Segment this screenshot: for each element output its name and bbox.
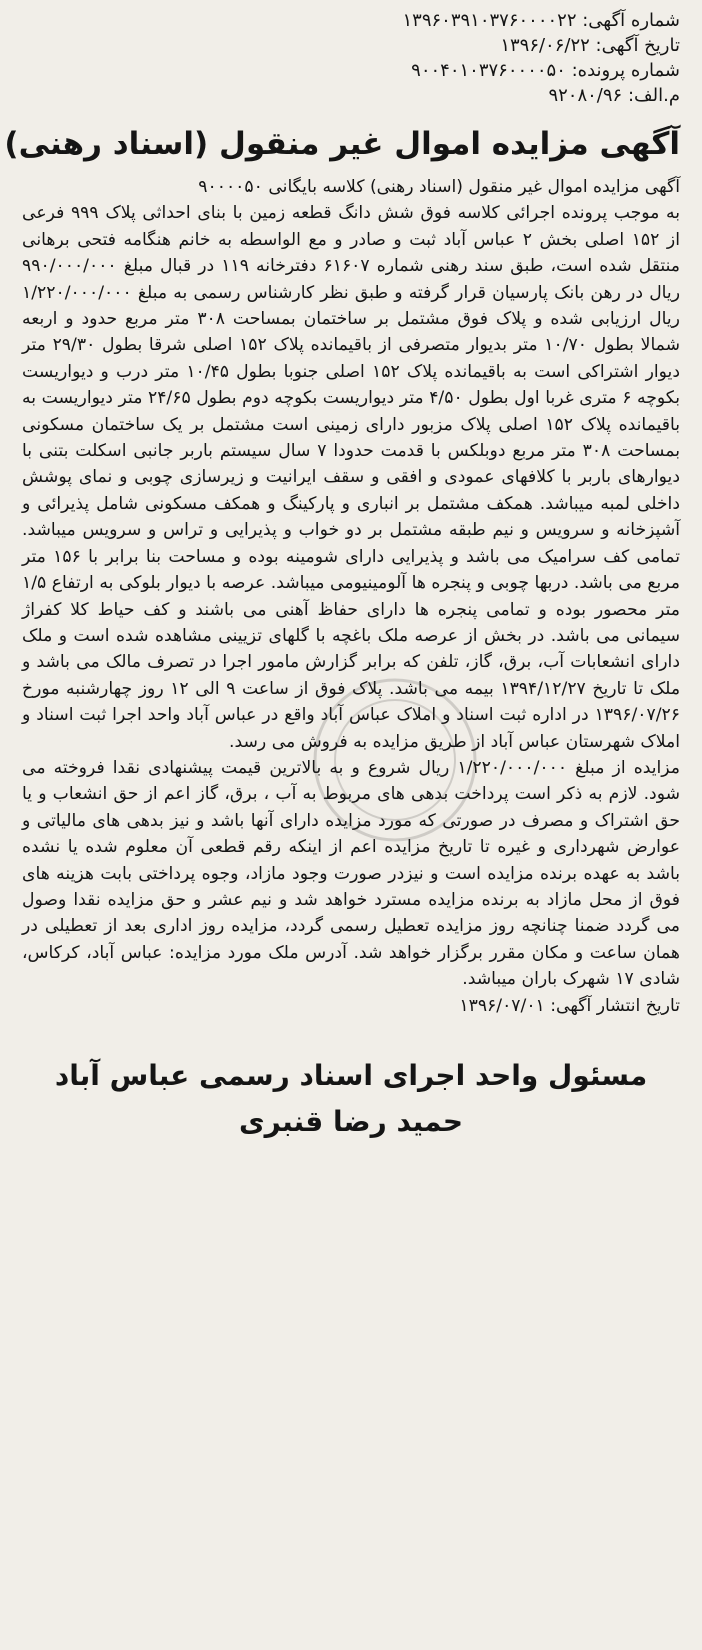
- signature-title: مسئول واحد اجرای اسناد رسمی عباس آباد: [54, 1059, 648, 1092]
- ad-number: شماره آگهی: ۱۳۹۶۰۳۹۱۰۳۷۶۰۰۰۰۲۲: [402, 10, 680, 31]
- signature-name: حمید رضا قنبری: [238, 1105, 463, 1138]
- reference-number: م.الف: ۹۲۰۸۰/۹۶: [548, 85, 680, 106]
- property-description-paragraph: به موجب پرونده اجرائی کلاسه فوق شش دانگ قطعه زمین با بنای احداثی پلاک ۹۹۹ فرعی از ۱۵۲ اصلی بخش ۲ عباس آباد ثبت و صادر و مع الواسطه به خانم هنگامه فتحی برهانی منتقل شده است، طبق سند رهنی شماره ۶۱۶۰۷ دفترخانه ۱۱۹ در قبال مبلغ ۹۹۰/۰۰۰/۰۰۰ ریال در رهن بانک پارسیان قرار گرفته و طبق نظر کارشناس رسمی به مبلغ ۱/۲۲۰/۰۰۰/۰۰۰ ریال ارزیابی شده و پلاک فوق مشتمل بر ساختمان بمساحت ۳۰۸ متر مربع حدود و اربعه شمالا بطول ۱۰/۷۰ متر بدیوار متصرفی از باقیمانده پلاک ۱۵۲ اصلی شرقا بطول ۲۹/۳۰ متر دیوار اشتراکی است به باقیمانده پلاک ۱۵۲ اصلی جنوبا بطول ۱۰/۴۵ متر درب و دیواریست بکوچه ۶ متری غربا اول بطول ۴/۵۰ متر دیواریست بکوچه دوم بطول ۲۴/۶۵ متر دیواریست به باقیمانده پلاک ۱۵۲ اصلی پلاک مزبور دارای زمینی است مشتمل بر یک ساختمان مسکونی بمساحت ۳۰۸ متر مربع دوبلکس با قدمت حدودا ۷ سال سیستم باربر جانبی اسکلت بتنی با دیوارهای باربر با کلافهای عمودی و افقی و سقف ایرانیت و زیرسازی چوبی و نمای پوشش داخلی لمبه میباشد. همکف مشتمل بر انباری و پارکینگ و همکف مسکونی شامل پذیرائی و آشپزخانه و سرویس و نیم طبقه مشتمل بر دو خواب و پذیرایی و تراس و سرویس میباشد. تمامی کف سرامیک می باشد و پذیرایی دارای شومینه بوده و مساحت بنا برابر با ۱۵۶ متر مربع می باشد. دربها چوبی و پنجره ها آلومینیومی میباشد. عرصه با دیوار بلوکی به ارتفاع ۱/۵ متر محصور بوده و تمامی پنجره ها دارای حفاظ آهنی می باشند و کف حیاط کلا کفراژ سیمانی می باشد. در بخش از عرصه ملک باغچه با گلهای تزیینی مشاهده شده است و ملک دارای انشعابات آب، برق، گاز، تلفن که برابر گزارش مامور اجرا در تصرف مالک می باشد و ملک تا تاریخ ۱۳۹۴/۱۲/۲۷ بیمه می باشد. پلاک فوق از ساعت ۹ الی ۱۲ روز چهارشنبه مورخ ۱۳۹۶/۰۷/۲۶ در اداره ثبت اسناد و املاک عباس آباد واقع در عباس آباد واحد اجرا ثبت اسناد و املاک شهرستان عباس آباد از طریق مزایده به فروش می رسد.: [22, 203, 681, 752]
- auction-terms-paragraph: مزایده از مبلغ ۱/۲۲۰/۰۰۰/۰۰۰ ریال شروع و به بالاترین قیمت پیشنهادی نقدا فروخته می شود. لازم به ذکر است پرداخت بدهی های مربوط به آب ، برق، گاز اعم از حق انشعاب و یا حق اشتراک و مصرف در صورتی که مورد مزایده دارای آنها باشد و نیز بدهی های مالیاتی و عوارض شهرداری و غیره تا تاریخ مزایده اعم از اینکه رقم قطعی آن معلوم شده یا نشده باشد به عهده برنده مزایده است و نیزدر صورت وجود مازاد، وجوه پرداختی بابت هزینه های فوق از محل مازاد به برنده مزایده مسترد خواهد شد و نیم عشر و حق مزایده نقدا وصول می گردد ضمنا چنانچه روز مزایده تعطیل رسمی گردد، مزایده روز اداری بعد از تعطیلی در همان ساعت و مکان مقرر برگزار خواهد شد. آدرس ملک مورد مزایده: عباس آباد، کرکاس، شادی ۱۷ شهرک باران میباشد.: [22, 757, 680, 990]
- subtitle-paragraph: آگهی مزایده اموال غیر منقول (اسناد رهنی) کلاسه بایگانی ۹۰۰۰۰۵۰: [198, 177, 680, 197]
- ad-body: [22, 174, 680, 1019]
- ad-metadata: [22, 8, 680, 108]
- publish-date: تاریخ انتشار آگهی: ۱۳۹۶/۰۷/۰۱: [459, 995, 680, 1016]
- ad-title: آگهی مزایده اموال غیر منقول (اسناد رهنی): [4, 126, 680, 162]
- signature-block: [22, 1053, 680, 1145]
- case-number: شماره پرونده: ۹۰۰۴۰۱۰۳۷۶۰۰۰۰۵۰: [411, 60, 680, 81]
- ad-date: تاریخ آگهی: ۱۳۹۶/۰۶/۲۲: [500, 35, 680, 56]
